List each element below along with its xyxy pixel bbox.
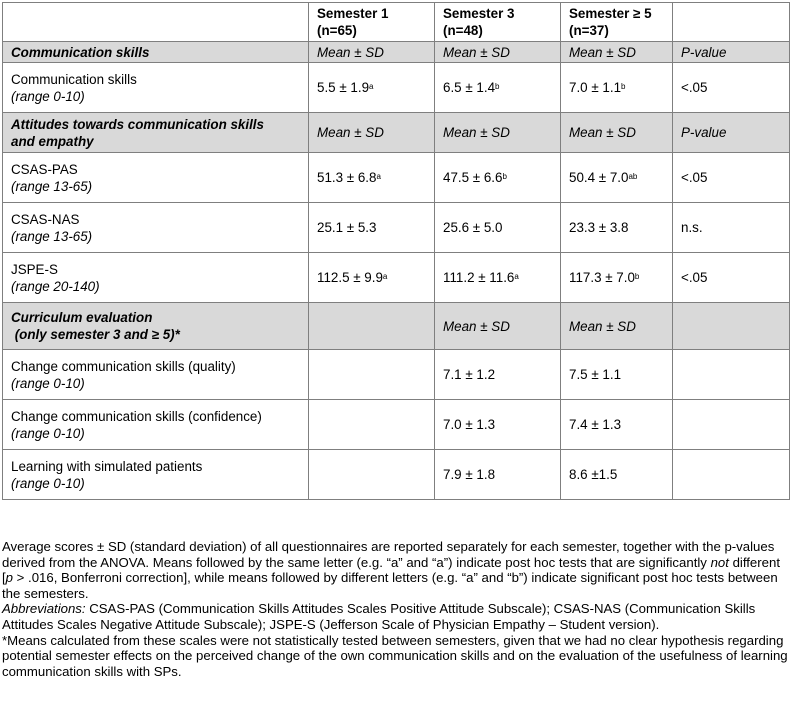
table-row	[3, 203, 790, 253]
results-table	[2, 2, 790, 500]
cell-semester-3: 7.9 ± 1.8	[435, 450, 561, 500]
abbreviations: Abbreviations: CSAS-PAS (Communication Skills Attitudes Scales Positive Attitude Subscale); CSAS-NAS (Communication Skills Attitudes Scales Negative Attitude Subscale); JSPE-S (Jefferson Scale of Physician Empathy – Student version).	[2, 601, 756, 632]
cell-pvalue: n.s.	[673, 203, 790, 253]
cell-pvalue	[673, 400, 790, 450]
section-empty-cell	[673, 303, 790, 350]
section-title: Curriculum evaluation (only semester 3 and ≥ 5)*	[3, 303, 309, 350]
section-col-label: Mean ± SD	[435, 303, 561, 350]
section-col-label: Mean ± SD	[309, 42, 435, 63]
cell-pvalue: <.05	[673, 253, 790, 303]
row-label: Change communication skills (confidence) (range 0-10)	[3, 400, 309, 450]
cell-semester-5: 8.6 ±1.5	[561, 450, 673, 500]
table-row	[3, 63, 790, 113]
footnote: *Means calculated from these scales were not statistically tested between semesters, given that we had no clear hypothesis regarding potential semester effects on the perceived change of the own communication skills and on the evaluation of the usefulness of learning communication skills with SPs.	[2, 632, 788, 679]
row-label: Communication skills (range 0-10)	[3, 63, 309, 113]
cell-semester-3: 6.5 ± 1.4$^b$	[435, 63, 561, 113]
cell-semester-1: 112.5 ± 9.9$^a$	[309, 253, 435, 303]
row-label: Learning with simulated patients (range 0-10)	[3, 450, 309, 500]
section-empty-cell	[309, 303, 435, 350]
cell-semester-3: 111.2 ± 11.6$^a$	[435, 253, 561, 303]
row-label: Change communication skills (quality) (range 0-10)	[3, 350, 309, 400]
section-attitudes	[3, 113, 790, 153]
section-curriculum-evaluation	[3, 303, 790, 350]
cell-semester-1: 51.3 ± 6.8$^a$	[309, 153, 435, 203]
header-semester-5: Semester ≥ 5 (n=37)	[561, 3, 673, 42]
cell-semester-3: 25.6 ± 5.0	[435, 203, 561, 253]
table-row	[3, 253, 790, 303]
section-communication-skills	[3, 42, 790, 63]
section-title: Communication skills	[3, 42, 309, 63]
cell-semester-5: 7.5 ± 1.1	[561, 350, 673, 400]
table-row	[3, 350, 790, 400]
cell-semester-1: 25.1 ± 5.3	[309, 203, 435, 253]
section-col-label: Mean ± SD	[561, 42, 673, 63]
section-col-label: Mean ± SD	[435, 42, 561, 63]
table-notes	[2, 539, 788, 679]
header-empty-cell	[3, 3, 309, 42]
header-row	[3, 3, 790, 42]
cell-semester-5: 117.3 ± 7.0$^b$	[561, 253, 673, 303]
section-title: Attitudes towards communication skills and empathy	[3, 113, 309, 153]
cell-semester-5: 7.0 ± 1.1$^b$	[561, 63, 673, 113]
table-caption: Average scores ± SD (standard deviation) of all questionnaires are reported separately for each semester, together with the p-values derived from the ANOVA. Means followed by the same letter (e.g. “a” and “a”) indicate post hoc tests that are significantly not different [p > .016, Bonferroni correction], while means followed by different letters (e.g. “a” and “b”) indicate significant post hoc tests between the semesters.	[2, 539, 780, 601]
row-label: JSPE-S (range 20-140)	[3, 253, 309, 303]
cell-semester-3: 7.0 ± 1.3	[435, 400, 561, 450]
cell-pvalue	[673, 450, 790, 500]
section-col-label: Mean ± SD	[561, 303, 673, 350]
section-col-label: Mean ± SD	[435, 113, 561, 153]
table-row	[3, 450, 790, 500]
cell-pvalue: <.05	[673, 153, 790, 203]
table-row	[3, 153, 790, 203]
section-pvalue-label: P-value	[673, 113, 790, 153]
cell-semester-1	[309, 450, 435, 500]
row-label: CSAS-NAS (range 13-65)	[3, 203, 309, 253]
cell-semester-1	[309, 400, 435, 450]
cell-semester-5: 50.4 ± 7.0$^{ab}$	[561, 153, 673, 203]
cell-pvalue	[673, 350, 790, 400]
header-empty-pvalue	[673, 3, 790, 42]
cell-semester-1: 5.5 ± 1.9$^a$	[309, 63, 435, 113]
section-col-label: Mean ± SD	[309, 113, 435, 153]
cell-semester-3: 7.1 ± 1.2	[435, 350, 561, 400]
row-label: CSAS-PAS (range 13-65)	[3, 153, 309, 203]
cell-semester-1	[309, 350, 435, 400]
cell-semester-5: 23.3 ± 3.8	[561, 203, 673, 253]
section-col-label: Mean ± SD	[561, 113, 673, 153]
header-semester-3: Semester 3 (n=48)	[435, 3, 561, 42]
section-pvalue-label: P-value	[673, 42, 790, 63]
header-semester-1: Semester 1 (n=65)	[309, 3, 435, 42]
cell-pvalue: <.05	[673, 63, 790, 113]
table-row	[3, 400, 790, 450]
cell-semester-3: 47.5 ± 6.6$^b$	[435, 153, 561, 203]
cell-semester-5: 7.4 ± 1.3	[561, 400, 673, 450]
